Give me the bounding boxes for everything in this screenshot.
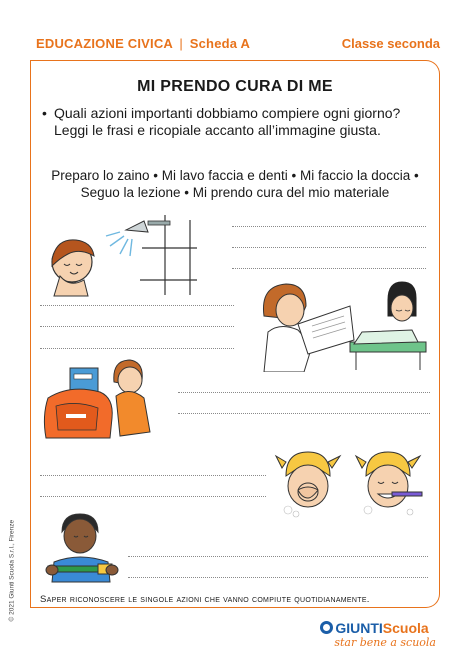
- page-header: [36, 36, 440, 56]
- phrase-line-1: Preparo lo zaino • Mi lavo faccia e denti • Mi faccio la doccia •: [51, 168, 419, 183]
- header-separator: |: [179, 36, 183, 51]
- writing-line: [40, 305, 234, 306]
- brand-name: [320, 620, 436, 636]
- writing-line: [40, 496, 266, 497]
- writing-line: [40, 348, 234, 349]
- brand-logo: [320, 620, 436, 649]
- backpack-illustration: [40, 352, 170, 440]
- writing-line: [178, 392, 430, 393]
- writing-line: [40, 326, 234, 327]
- writing-line: [40, 475, 266, 476]
- brand-name-a: GIUNTI: [335, 620, 383, 636]
- writing-line: [178, 413, 430, 414]
- copyright-text: © 2021 Giunti Scuola S.r.l., Firenze: [8, 519, 16, 622]
- writing-line: [128, 556, 428, 557]
- question-block: [42, 105, 422, 139]
- wash-face-teeth-illustration: [272, 446, 428, 522]
- writing-line: [232, 268, 426, 269]
- sheet-label: Scheda A: [189, 36, 251, 51]
- brand-tagline: star bene a scuola: [334, 636, 436, 649]
- question-text: Quali azioni importanti dobbiamo compiere ogni giorno? Leggi le frasi e ricopiale accanto all’immagine giusta.: [54, 105, 401, 138]
- phrase-line-2: Seguo la lezione • Mi prendo cura del mio materiale: [80, 185, 390, 200]
- content-frame-left-edge: [30, 60, 31, 608]
- lesson-illustration: [250, 276, 428, 372]
- phrase-list: [32, 167, 438, 201]
- brand-name-b: Scuola: [382, 620, 429, 636]
- school-material-illustration: [40, 510, 124, 584]
- header-subject-block: [36, 36, 250, 51]
- subject-label: EDUCAZIONE CIVICA: [36, 36, 173, 51]
- bullet: •: [42, 105, 47, 121]
- page-title: MI PRENDO CURA DI ME: [137, 78, 333, 95]
- brand-g-icon: [320, 621, 333, 634]
- writing-line: [128, 577, 428, 578]
- shower-illustration: [40, 210, 200, 300]
- writing-line: [232, 247, 426, 248]
- footer-note: Saper riconoscere le singole azioni che vanno compiute quotidianamente.: [40, 594, 370, 605]
- grade-label: Classe seconda: [341, 36, 440, 51]
- writing-line: [232, 226, 426, 227]
